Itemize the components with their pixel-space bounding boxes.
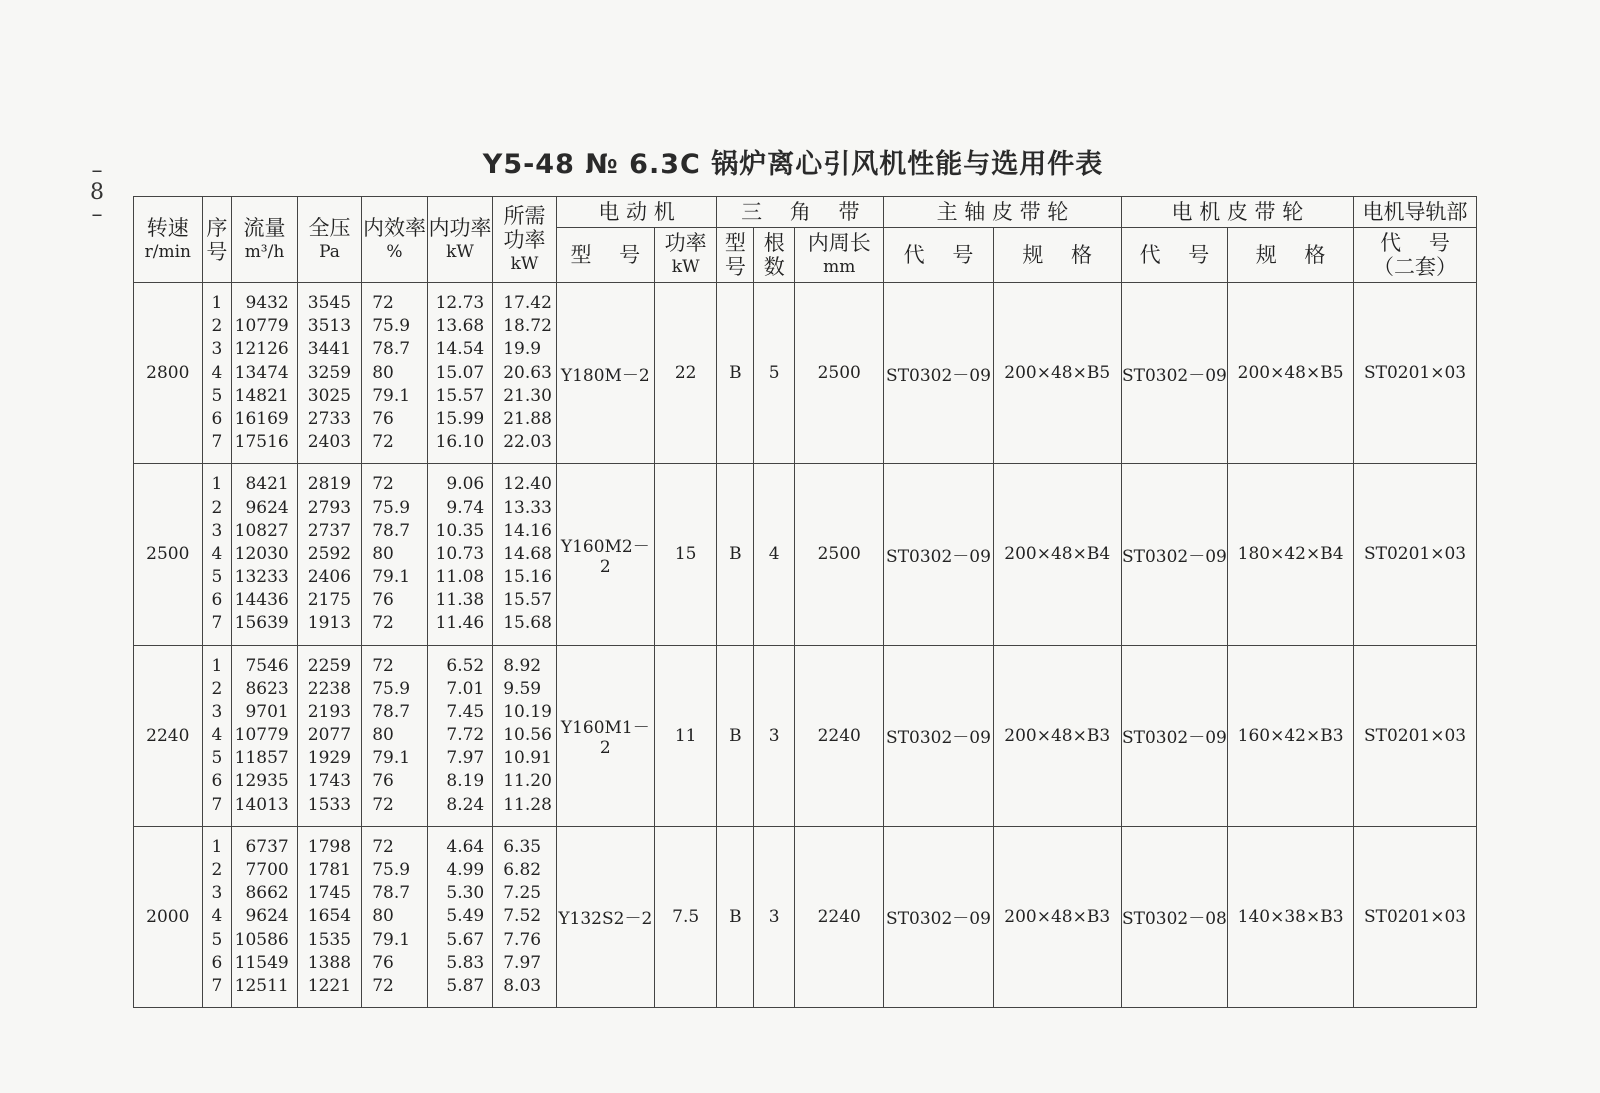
efficiency-list-cell <box>362 283 428 464</box>
efficiency-list-value: 79.1 <box>372 929 411 950</box>
required-power-list-value: 7.25 <box>503 883 542 904</box>
motor-model-cell: Y132S2－2 <box>556 826 654 1007</box>
inner-power-list-value: 15.57 <box>435 385 485 406</box>
pressure-list-value: 1913 <box>307 613 352 634</box>
required-power-list-value: 14.68 <box>503 543 552 564</box>
pressure-list-value: 1929 <box>307 748 352 769</box>
main-pulley-code-cell: ST0302－09 <box>884 464 994 645</box>
pressure-list-value: 2193 <box>307 701 352 722</box>
required-power-list-value: 19.9 <box>503 339 542 360</box>
seq-list-value: 2 <box>211 860 223 881</box>
seq-list-value: 4 <box>211 543 223 564</box>
efficiency-list-value: 76 <box>372 952 394 973</box>
pressure-list-value: 1743 <box>307 771 352 792</box>
rail-code-cell: ST0201×03 <box>1354 283 1477 464</box>
motor-power-cell: 22 <box>654 283 716 464</box>
efficiency-list-cell <box>362 645 428 826</box>
header-flow: 流量 m³/h <box>232 197 298 283</box>
flow-list-value: 12030 <box>234 543 289 564</box>
required-power-list-value: 10.56 <box>503 725 552 746</box>
flow-list-value: 10779 <box>234 725 289 746</box>
pressure-list-value: 2592 <box>307 543 352 564</box>
belt-length-cell: 2240 <box>795 826 884 1007</box>
seq-list-value: 3 <box>211 520 223 541</box>
seq-list-value: 4 <box>211 362 223 383</box>
header-required-power: 所需功率 kW <box>493 197 556 283</box>
seq-list-value: 1 <box>211 655 223 676</box>
inner-power-list-value: 5.30 <box>446 883 485 904</box>
required-power-list-value: 22.03 <box>503 432 552 453</box>
belt-count-cell: 4 <box>754 464 795 645</box>
header-motor-pulley-spec: 规 格 <box>1228 228 1354 283</box>
seq-list-value: 2 <box>211 316 223 337</box>
required-power-list-value: 18.72 <box>503 316 552 337</box>
pressure-list-value: 2737 <box>307 520 352 541</box>
belt-length-cell: 2500 <box>795 283 884 464</box>
seq-list-value: 3 <box>211 701 223 722</box>
flow-list-value: 9432 <box>245 293 289 314</box>
seq-list-value: 6 <box>211 590 223 611</box>
pressure-list-value: 1533 <box>307 794 352 815</box>
seq-list-value: 2 <box>211 497 223 518</box>
pressure-list-value: 1781 <box>307 860 352 881</box>
efficiency-list-value: 78.7 <box>372 701 411 722</box>
inner-power-list-value: 7.97 <box>446 748 485 769</box>
header-inner-power: 内功率 kW <box>427 197 493 283</box>
required-power-list-value: 21.88 <box>503 408 552 429</box>
seq-list-value: 1 <box>211 293 223 314</box>
pressure-list-cell <box>297 283 361 464</box>
pressure-list-value: 1535 <box>307 929 352 950</box>
pressure-list-value: 2733 <box>307 408 352 429</box>
flow-list-cell <box>232 826 298 1007</box>
pressure-list-cell <box>297 464 361 645</box>
seq-list-value: 7 <box>211 613 223 634</box>
motor-pulley-code-cell: ST0302－09 <box>1121 464 1227 645</box>
inner-power-list-value: 4.99 <box>446 860 485 881</box>
inner-power-list-cell <box>427 283 493 464</box>
inner-power-list-value: 11.08 <box>435 567 485 587</box>
flow-list-value: 15639 <box>234 613 289 634</box>
seq-list-value: 5 <box>211 929 223 950</box>
required-power-list-value: 11.20 <box>503 771 552 792</box>
inner-power-list-value: 16.10 <box>435 432 485 453</box>
header-main-pulley-spec: 规 格 <box>993 228 1121 283</box>
inner-power-list-value: 11.46 <box>435 613 485 634</box>
required-power-list-value: 15.16 <box>503 567 552 587</box>
header-main-pulley: 主 轴 皮 带 轮 <box>884 197 1121 228</box>
header-motor: 电 动 机 <box>556 197 717 228</box>
seq-list-value: 6 <box>211 952 223 973</box>
required-power-list-value: 7.97 <box>503 952 542 973</box>
belt-count-cell: 3 <box>754 826 795 1007</box>
efficiency-list-value: 79.1 <box>372 748 411 769</box>
seq-list-value: 5 <box>211 748 223 769</box>
efficiency-list-value: 72 <box>372 474 394 495</box>
efficiency-list-value: 75.9 <box>372 678 411 699</box>
inner-power-list-value: 8.24 <box>446 794 485 815</box>
efficiency-list-value: 72 <box>372 293 394 314</box>
flow-list-value: 10827 <box>234 520 289 541</box>
motor-power-cell: 7.5 <box>654 826 716 1007</box>
belt-type-cell: B <box>717 826 754 1007</box>
belt-type-cell: B <box>717 464 754 645</box>
required-power-list-value: 8.03 <box>503 975 542 996</box>
required-power-list-value: 6.82 <box>503 860 542 881</box>
rail-code-cell: ST0201×03 <box>1354 464 1477 645</box>
inner-power-list-value: 9.74 <box>446 497 485 518</box>
header-seq: 序 号 <box>202 197 232 283</box>
table-row <box>134 464 1477 645</box>
speed-cell: 2500 <box>134 464 203 645</box>
required-power-list-cell <box>493 826 556 1007</box>
inner-power-list-cell <box>427 826 493 1007</box>
motor-pulley-code-cell: ST0302－09 <box>1121 645 1227 826</box>
flow-list-value: 10586 <box>234 929 289 950</box>
pressure-list-value: 2175 <box>307 590 352 611</box>
seq-list-value: 1 <box>211 474 223 495</box>
flow-list-value: 14436 <box>234 590 289 611</box>
belt-length-cell: 2500 <box>795 464 884 645</box>
pressure-list-value: 3513 <box>307 316 352 337</box>
pressure-list-value: 1221 <box>307 975 352 996</box>
flow-list-value: 10779 <box>234 316 289 337</box>
seq-list-value: 4 <box>211 906 223 927</box>
efficiency-list-value: 78.7 <box>372 883 411 904</box>
header-belt-type: 型号 <box>717 228 754 283</box>
required-power-list-value: 14.16 <box>503 520 552 541</box>
required-power-list-cell <box>493 283 556 464</box>
flow-list-value: 8662 <box>245 883 289 904</box>
header-speed: 转速 r/min <box>134 197 203 283</box>
seq-list-value: 7 <box>211 432 223 453</box>
efficiency-list-value: 72 <box>372 655 394 676</box>
flow-list-value: 7700 <box>245 860 289 881</box>
efficiency-list-value: 72 <box>372 432 394 453</box>
seq-list-value: 6 <box>211 408 223 429</box>
pressure-list-value: 1388 <box>307 952 352 973</box>
table-row <box>134 645 1477 826</box>
pressure-list-cell <box>297 645 361 826</box>
pressure-list-value: 2259 <box>307 655 352 676</box>
motor-pulley-spec-cell: 180×42×B4 <box>1228 464 1354 645</box>
flow-list-value: 12511 <box>234 975 289 996</box>
belt-count-cell: 5 <box>754 283 795 464</box>
efficiency-list-cell <box>362 826 428 1007</box>
table-body <box>134 283 1477 1008</box>
pressure-list-value: 2819 <box>307 474 352 495</box>
required-power-list-value: 10.19 <box>503 701 552 722</box>
belt-type-cell: B <box>717 645 754 826</box>
flow-list-value: 7546 <box>245 655 289 676</box>
pressure-list-value: 2077 <box>307 725 352 746</box>
required-power-list-value: 7.76 <box>503 929 542 950</box>
header-motor-pulley-code: 代 号 <box>1121 228 1227 283</box>
flow-list-value: 13474 <box>234 362 289 383</box>
main-pulley-spec-cell: 200×48×B4 <box>993 464 1121 645</box>
belt-type-cell: B <box>717 283 754 464</box>
main-pulley-code-cell: ST0302－09 <box>884 283 994 464</box>
efficiency-list-value: 80 <box>372 725 394 746</box>
belt-count-cell: 3 <box>754 645 795 826</box>
efficiency-list-value: 72 <box>372 836 394 857</box>
speed-cell: 2240 <box>134 645 203 826</box>
inner-power-list-value: 7.72 <box>446 725 485 746</box>
seq-list-value: 6 <box>211 771 223 792</box>
required-power-list-value: 10.91 <box>503 748 552 769</box>
efficiency-list-cell <box>362 464 428 645</box>
inner-power-list-value: 10.73 <box>435 543 485 564</box>
performance-table <box>133 196 1477 1008</box>
seq-list-cell <box>202 645 232 826</box>
seq-list-value: 3 <box>211 883 223 904</box>
flow-list-value: 9624 <box>245 906 289 927</box>
belt-length-cell: 2240 <box>795 645 884 826</box>
main-pulley-spec-cell: 200×48×B3 <box>993 645 1121 826</box>
flow-list-value: 9624 <box>245 497 289 518</box>
seq-list-cell <box>202 826 232 1007</box>
inner-power-list-value: 7.45 <box>446 701 485 722</box>
inner-power-list-value: 12.73 <box>435 293 485 314</box>
inner-power-list-value: 15.99 <box>435 408 485 429</box>
inner-power-list-cell <box>427 464 493 645</box>
efficiency-list-value: 80 <box>372 543 394 564</box>
motor-power-cell: 15 <box>654 464 716 645</box>
header-efficiency: 内效率 % <box>362 197 428 283</box>
pressure-list-value: 1745 <box>307 883 352 904</box>
flow-list-value: 11857 <box>234 748 289 769</box>
table-header <box>134 197 1477 283</box>
required-power-list-value: 17.42 <box>503 293 552 314</box>
inner-power-list-value: 8.19 <box>446 771 485 792</box>
inner-power-list-value: 14.54 <box>435 339 485 360</box>
pressure-list-value: 2793 <box>307 497 352 518</box>
inner-power-list-value: 5.49 <box>446 906 485 927</box>
seq-list-value: 7 <box>211 975 223 996</box>
motor-pulley-spec-cell: 140×38×B3 <box>1228 826 1354 1007</box>
flow-list-value: 14013 <box>234 794 289 815</box>
header-pressure: 全压 Pa <box>297 197 361 283</box>
required-power-list-value: 8.92 <box>503 655 542 676</box>
required-power-list-value: 15.68 <box>503 613 552 634</box>
rail-code-cell: ST0201×03 <box>1354 645 1477 826</box>
pressure-list-value: 1798 <box>307 836 352 857</box>
seq-list-cell <box>202 464 232 645</box>
rail-code-cell: ST0201×03 <box>1354 826 1477 1007</box>
motor-pulley-spec-cell: 160×42×B3 <box>1228 645 1354 826</box>
motor-pulley-code-cell: ST0302－09 <box>1121 283 1227 464</box>
header-rail-code: 代 号 （二套） <box>1354 228 1477 283</box>
inner-power-list-value: 7.01 <box>446 678 485 699</box>
inner-power-list-cell <box>427 645 493 826</box>
required-power-list-value: 9.59 <box>503 678 542 699</box>
efficiency-list-value: 76 <box>372 590 394 611</box>
efficiency-list-value: 80 <box>372 906 394 927</box>
efficiency-list-value: 78.7 <box>372 339 411 360</box>
motor-model-cell: Y160M2－2 <box>556 464 654 645</box>
efficiency-list-value: 75.9 <box>372 316 411 337</box>
header-motor-power: 功率 kW <box>654 228 716 283</box>
header-rail: 电机导轨部 <box>1354 197 1477 228</box>
efficiency-list-value: 72 <box>372 794 394 815</box>
flow-list-value: 17516 <box>234 432 289 453</box>
motor-model-cell: Y180M－2 <box>556 283 654 464</box>
flow-list-value: 9701 <box>245 701 289 722</box>
efficiency-list-value: 72 <box>372 613 394 634</box>
pressure-list-value: 3025 <box>307 385 352 406</box>
main-pulley-spec-cell: 200×48×B5 <box>993 283 1121 464</box>
required-power-list-value: 15.57 <box>503 590 552 611</box>
seq-list-value: 2 <box>211 678 223 699</box>
flow-list-value: 13233 <box>234 567 289 587</box>
flow-list-value: 14821 <box>234 385 289 406</box>
pressure-list-value: 3259 <box>307 362 352 383</box>
efficiency-list-value: 72 <box>372 975 394 996</box>
flow-list-cell <box>232 464 298 645</box>
flow-list-value: 6737 <box>245 836 289 857</box>
seq-list-value: 4 <box>211 725 223 746</box>
pressure-list-value: 2238 <box>307 678 352 699</box>
efficiency-list-value: 80 <box>372 362 394 383</box>
seq-list-cell <box>202 283 232 464</box>
motor-pulley-spec-cell: 200×48×B5 <box>1228 283 1354 464</box>
header-belt-length: 内周长 mm <box>795 228 884 283</box>
inner-power-list-value: 5.67 <box>446 929 485 950</box>
required-power-list-cell <box>493 645 556 826</box>
table-row <box>134 283 1477 464</box>
efficiency-list-value: 79.1 <box>372 385 411 406</box>
inner-power-list-value: 10.35 <box>435 520 485 541</box>
inner-power-list-value: 4.64 <box>446 836 485 857</box>
speed-cell: 2800 <box>134 283 203 464</box>
motor-pulley-code-cell: ST0302－08 <box>1121 826 1227 1007</box>
motor-model-cell: Y160M1－2 <box>556 645 654 826</box>
pressure-list-value: 2403 <box>307 432 352 453</box>
header-belt: 三 角 带 <box>717 197 884 228</box>
required-power-list-value: 13.33 <box>503 497 552 518</box>
inner-power-list-value: 15.07 <box>435 362 485 383</box>
page-number: – 8 – <box>90 158 104 227</box>
motor-power-cell: 11 <box>654 645 716 826</box>
flow-list-cell <box>232 283 298 464</box>
seq-list-value: 1 <box>211 836 223 857</box>
seq-list-value: 3 <box>211 339 223 360</box>
flow-list-value: 11549 <box>234 952 289 973</box>
main-pulley-spec-cell: 200×48×B3 <box>993 826 1121 1007</box>
flow-list-value: 12935 <box>234 771 289 792</box>
inner-power-list-value: 6.52 <box>446 655 485 676</box>
inner-power-list-value: 5.83 <box>446 952 485 973</box>
seq-list-value: 5 <box>211 567 223 587</box>
pressure-list-value: 1654 <box>307 906 352 927</box>
inner-power-list-value: 13.68 <box>435 316 485 337</box>
table-title: Y5-48 № 6.3C 锅炉离心引风机性能与选用件表 <box>482 149 1104 180</box>
header-motor-pulley: 电 机 皮 带 轮 <box>1121 197 1353 228</box>
header-motor-model: 型 号 <box>556 228 654 283</box>
required-power-list-value: 12.40 <box>503 474 552 495</box>
required-power-list-value: 11.28 <box>503 794 552 815</box>
pressure-list-cell <box>297 826 361 1007</box>
flow-list-value: 16169 <box>234 408 289 429</box>
seq-list-value: 5 <box>211 385 223 406</box>
table-row <box>134 826 1477 1007</box>
flow-list-cell <box>232 645 298 826</box>
inner-power-list-value: 11.38 <box>435 590 485 611</box>
flow-list-value: 8623 <box>245 678 289 699</box>
inner-power-list-value: 9.06 <box>446 474 485 495</box>
pressure-list-value: 2406 <box>307 567 352 587</box>
required-power-list-cell <box>493 464 556 645</box>
efficiency-list-value: 79.1 <box>372 567 411 587</box>
efficiency-list-value: 78.7 <box>372 520 411 541</box>
header-main-pulley-code: 代 号 <box>884 228 994 283</box>
header-belt-count: 根数 <box>754 228 795 283</box>
pressure-list-value: 3441 <box>307 339 352 360</box>
inner-power-list-value: 5.87 <box>446 975 485 996</box>
efficiency-list-value: 76 <box>372 408 394 429</box>
flow-list-value: 12126 <box>234 339 289 360</box>
speed-cell: 2000 <box>134 826 203 1007</box>
efficiency-list-value: 76 <box>372 771 394 792</box>
efficiency-list-value: 75.9 <box>372 497 411 518</box>
flow-list-value: 8421 <box>245 474 289 495</box>
main-pulley-code-cell: ST0302－09 <box>884 645 994 826</box>
required-power-list-value: 21.30 <box>503 385 552 406</box>
required-power-list-value: 20.63 <box>503 362 552 383</box>
required-power-list-value: 6.35 <box>503 836 542 857</box>
required-power-list-value: 7.52 <box>503 906 542 927</box>
pressure-list-value: 3545 <box>307 293 352 314</box>
efficiency-list-value: 75.9 <box>372 860 411 881</box>
main-pulley-code-cell: ST0302－09 <box>884 826 994 1007</box>
seq-list-value: 7 <box>211 794 223 815</box>
